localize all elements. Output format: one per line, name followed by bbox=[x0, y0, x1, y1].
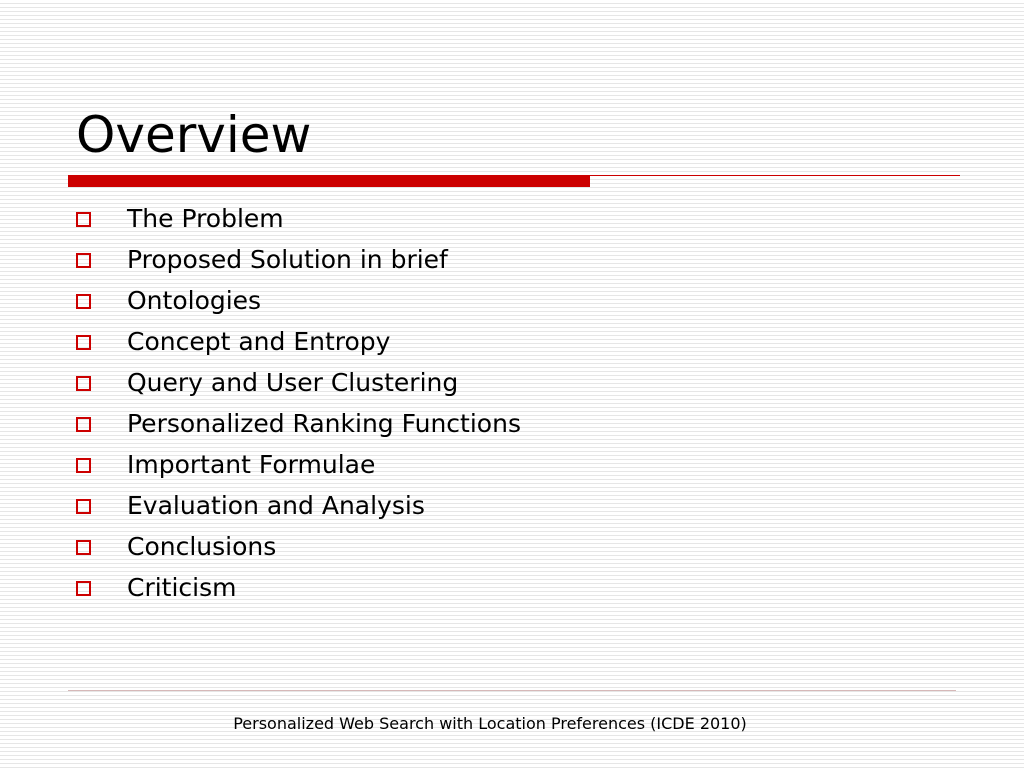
bullet-text: Proposed Solution in brief bbox=[127, 245, 448, 274]
slide-footer: Personalized Web Search with Location Preferences (ICDE 2010) bbox=[233, 714, 747, 733]
bullet-text: The Problem bbox=[127, 204, 284, 233]
square-bullet-icon bbox=[76, 540, 91, 555]
bullet-text: Personalized Ranking Functions bbox=[127, 409, 521, 438]
list-item bbox=[76, 526, 521, 567]
title-underline-thick bbox=[68, 175, 590, 187]
bullet-text: Ontologies bbox=[127, 286, 262, 315]
square-bullet-icon bbox=[76, 212, 91, 227]
square-bullet-icon bbox=[76, 417, 91, 432]
footer-divider bbox=[68, 690, 956, 691]
list-item bbox=[76, 362, 521, 403]
bullet-text: Criticism bbox=[127, 573, 237, 602]
list-item bbox=[76, 321, 521, 362]
list-item bbox=[76, 239, 521, 280]
bullet-text: Query and User Clustering bbox=[127, 368, 459, 397]
square-bullet-icon bbox=[76, 458, 91, 473]
bullet-text: Evaluation and Analysis bbox=[127, 491, 425, 520]
square-bullet-icon bbox=[76, 581, 91, 596]
list-item bbox=[76, 567, 521, 608]
square-bullet-icon bbox=[76, 294, 91, 309]
list-item bbox=[76, 280, 521, 321]
square-bullet-icon bbox=[76, 499, 91, 514]
slide-title: Overview bbox=[76, 106, 312, 164]
bullet-list bbox=[76, 198, 521, 608]
bullet-text: Important Formulae bbox=[127, 450, 376, 479]
bullet-text: Concept and Entropy bbox=[127, 327, 391, 356]
bullet-text: Conclusions bbox=[127, 532, 277, 561]
title-underline-thin bbox=[590, 175, 960, 176]
list-item bbox=[76, 485, 521, 526]
square-bullet-icon bbox=[76, 376, 91, 391]
list-item bbox=[76, 198, 521, 239]
square-bullet-icon bbox=[76, 335, 91, 350]
square-bullet-icon bbox=[76, 253, 91, 268]
list-item bbox=[76, 444, 521, 485]
list-item bbox=[76, 403, 521, 444]
